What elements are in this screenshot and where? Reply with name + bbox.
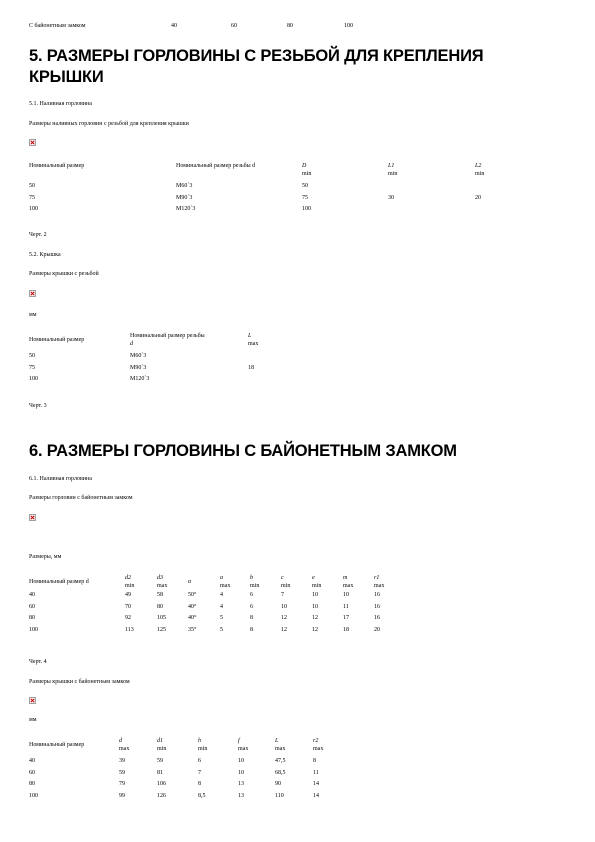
table-cell: 60 [29, 603, 35, 610]
figure-label: Черт. 2 [29, 232, 47, 238]
table-cell: 16 [374, 592, 380, 598]
subsection-5-2: 5.2. Крышка [29, 252, 61, 258]
table-header-cell: c min [281, 575, 291, 589]
broken-image-icon [29, 290, 36, 297]
unit-label: мм [29, 312, 37, 318]
table-cell: 125 [157, 626, 166, 633]
table-header-row [29, 738, 323, 753]
table-cell: 8 [250, 626, 253, 633]
table-cell: 70 [125, 603, 131, 610]
table-cell: M90`3 [176, 194, 193, 201]
table-header-cell: Номинальный размер [29, 163, 85, 169]
table-cell: 10 [238, 758, 244, 764]
table-cell: 13 [238, 792, 244, 799]
table-cell: M90`3 [130, 364, 147, 371]
table-cell: 81 [157, 769, 163, 776]
table-cell: 16 [374, 615, 380, 621]
table-caption: Размеры наливных горловин с резьбой для крепления крышки [29, 121, 189, 127]
table-header-row [29, 333, 258, 348]
table-cell: 50 [302, 183, 308, 189]
table-header-cell: d2 min [125, 575, 135, 589]
table-cell: 10 [343, 592, 349, 598]
table-cell: 75 [302, 194, 308, 201]
table-cell [248, 376, 258, 384]
table-cell: M120`3 [130, 376, 150, 382]
table-cell: M60`3 [176, 183, 193, 189]
table-cell: 6 [250, 603, 253, 610]
table-row [29, 781, 323, 789]
table-header-cell: d1 min [157, 738, 167, 752]
table-cell: 20 [475, 194, 481, 201]
table-cell: 68,5 [275, 769, 286, 776]
table-cell: 16 [374, 603, 380, 610]
broken-image-icon [29, 514, 36, 521]
table-header-cell: Номинальный размер d [29, 579, 89, 585]
table-header-cell: b min [250, 575, 260, 589]
table-row [29, 770, 323, 778]
table-cell: 5 [220, 615, 223, 621]
table-row [29, 183, 484, 191]
table-header-row [29, 163, 484, 178]
table-cell: 4 [220, 603, 223, 610]
table-cell [388, 183, 475, 191]
table-cell: 40° [188, 615, 197, 621]
table-row [29, 615, 384, 623]
table-cell: 5 [220, 626, 223, 633]
table-header-cell: D min [302, 163, 312, 177]
table-cell: 20 [374, 626, 380, 633]
table-cell: 7 [281, 592, 284, 598]
table-row [29, 206, 484, 214]
table-cell: 58 [157, 592, 163, 598]
table-cell: 90 [275, 781, 281, 787]
table-cell: 18 [343, 626, 349, 633]
table-cell: 13 [238, 781, 244, 787]
table-cell: M120`3 [176, 206, 196, 212]
table-cell: 40° [188, 603, 197, 610]
top-row-value: 40 [171, 23, 177, 29]
table-header-cell: d max [119, 738, 130, 752]
table-cell: 60 [29, 769, 35, 776]
table-cell: 100 [29, 206, 38, 212]
table-cell: 14 [313, 781, 319, 787]
table-cell: 110 [275, 792, 284, 799]
table-row [29, 758, 323, 766]
table-cell: 12 [281, 626, 287, 633]
table-header-cell: L max [275, 738, 286, 752]
table-header-cell: L max [248, 333, 259, 347]
table-cell: 113 [125, 626, 134, 633]
table-header-cell: f max [238, 738, 249, 752]
table-cell [475, 206, 484, 214]
section-5-heading-line2: КРЫШКИ [29, 68, 104, 86]
table-header-cell: L1 min [388, 163, 398, 177]
table-caption: Размеры крышки с байонетным замком [29, 679, 130, 685]
broken-image-icon [29, 697, 36, 704]
table-cell: 10 [281, 603, 287, 610]
table-cell: 8,5 [198, 792, 206, 799]
table-cell: 50 [29, 353, 35, 359]
table-cell: 49 [125, 592, 131, 598]
table-row [29, 793, 323, 801]
table-header-cell: m max [343, 575, 354, 589]
table-cell: 92 [125, 615, 131, 621]
top-row-label: С байонетным замком [29, 23, 86, 29]
table-cell: 126 [157, 792, 166, 799]
table-row [29, 376, 258, 384]
table-cell: 12 [312, 615, 318, 621]
table-caption: Размеры горловин с байонетным замком [29, 495, 133, 501]
table-cell: 6 [198, 758, 201, 764]
table-header-cell: r2 max [313, 738, 324, 752]
table-cell: 79 [119, 781, 125, 787]
table-cell: 11 [343, 603, 349, 610]
table-caption: Размеры крышки с резьбой [29, 271, 99, 277]
table-header-row [29, 575, 384, 590]
table-header-cell: Номинальный размер [29, 337, 85, 343]
table-cell: 100 [29, 376, 38, 382]
top-row-value: 100 [344, 23, 353, 29]
table-cell: 7 [198, 769, 201, 776]
table-cell: 30 [388, 194, 394, 201]
table-header-cell: r1 max [374, 575, 385, 589]
table-cell: 6 [250, 592, 253, 598]
bayonet-neck-table [29, 575, 384, 634]
table-cell: 100 [302, 206, 311, 212]
section-5-heading [29, 46, 483, 88]
table-row [29, 627, 384, 635]
cap-thread-table [29, 333, 258, 384]
table-cell: M60`3 [130, 353, 147, 359]
table-cell: 14 [313, 792, 319, 799]
bayonet-cap-table [29, 738, 323, 800]
table-cell: 75 [29, 364, 35, 371]
figure-label: Черт. 4 [29, 659, 47, 665]
table-row [29, 353, 258, 361]
top-row-value: 80 [287, 23, 293, 29]
broken-image-icon [29, 139, 36, 146]
table-cell: 40 [29, 758, 35, 764]
table-header-cell: h min [198, 738, 208, 752]
subsection-6-1: 6.1. Наливная горловина [29, 476, 92, 482]
table-cell: 50 [29, 183, 35, 189]
table-cell: 8 [198, 781, 201, 787]
table-cell: 47,5 [275, 758, 286, 764]
table-cell: 75 [29, 194, 35, 201]
table-cell: 39 [119, 758, 125, 764]
unit-label: Размеры, мм [29, 554, 62, 560]
table-row [29, 365, 258, 373]
table-cell: 59 [157, 758, 163, 764]
table-cell: 10 [312, 592, 318, 598]
table-header-cell: d3 max [157, 575, 168, 589]
unit-label: мм [29, 717, 37, 723]
table-cell: 4 [220, 592, 223, 598]
table-cell: 8 [250, 615, 253, 621]
table-cell: 12 [312, 626, 318, 633]
table-cell: 100 [29, 626, 38, 633]
table-header-cell: L2 min [475, 163, 485, 177]
table-cell: 11 [313, 769, 319, 776]
table-cell: 100 [29, 792, 38, 799]
neck-thread-table [29, 163, 484, 214]
table-cell: 99 [119, 792, 125, 799]
table-cell [248, 353, 258, 361]
table-row [29, 195, 484, 203]
table-cell: 35° [188, 626, 197, 633]
table-cell [475, 183, 484, 191]
subsection-5-1: 5.1. Наливная горловина [29, 101, 92, 107]
figure-label: Черт. 3 [29, 403, 47, 409]
table-row [29, 604, 384, 612]
table-header-cell: a max [220, 575, 231, 589]
table-header-cell: Номинальный размер резьбы d [130, 333, 205, 347]
table-cell [388, 206, 475, 214]
table-header-cell: Номинальный размер резьбы d [176, 163, 256, 169]
table-cell: 80 [29, 781, 35, 787]
table-cell: 59 [119, 769, 125, 776]
section-6-heading: 6. РАЗМЕРЫ ГОРЛОВИНЫ С БАЙОНЕТНЫМ ЗАМКОМ [29, 442, 457, 460]
table-header-cell: Номинальный размер [29, 742, 85, 748]
top-row-value: 60 [231, 23, 237, 29]
section-5-heading-line1: 5. РАЗМЕРЫ ГОРЛОВИНЫ С РЕЗЬБОЙ ДЛЯ КРЕПЛЕНИЯ [29, 47, 484, 65]
table-cell: 50° [188, 592, 197, 598]
table-cell: 80 [157, 603, 163, 610]
table-cell: 8 [313, 758, 316, 764]
table-cell: 40 [29, 592, 35, 598]
table-cell: 10 [312, 603, 318, 610]
table-cell: 80 [29, 615, 35, 621]
table-cell: 10 [238, 769, 244, 776]
table-cell: 12 [281, 615, 287, 621]
table-row [29, 592, 384, 600]
table-cell: 18 [248, 364, 254, 371]
table-header-cell: e min [312, 575, 322, 589]
table-cell: 106 [157, 781, 166, 787]
table-header-cell: α [188, 579, 192, 585]
table-cell: 17 [343, 615, 349, 621]
table-cell: 105 [157, 615, 166, 621]
